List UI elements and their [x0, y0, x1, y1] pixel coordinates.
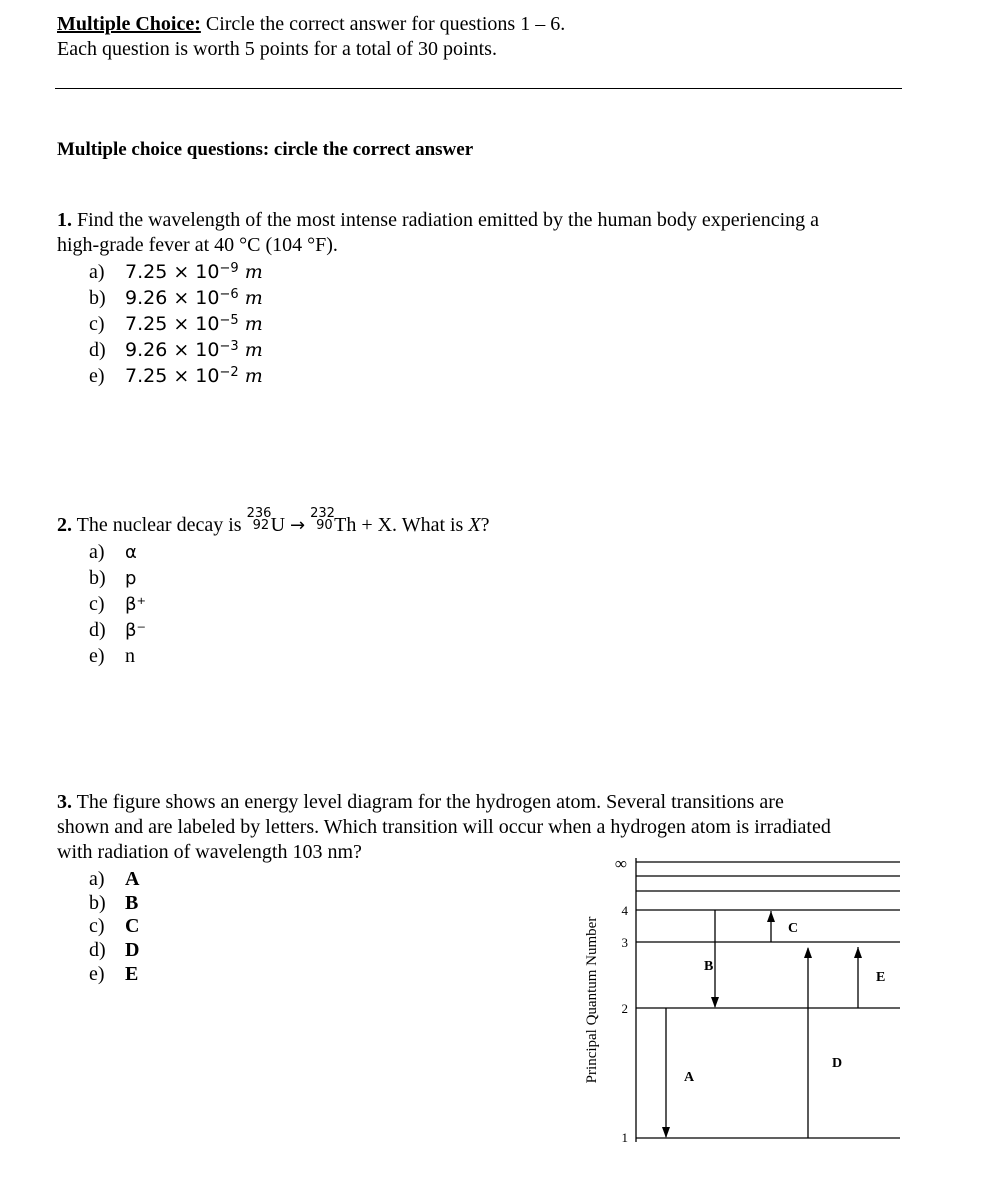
- q2-option-value: β⁺: [125, 594, 146, 615]
- section-title: Multiple choice questions: circle the correct answer: [57, 139, 474, 160]
- question-1-text-1: Find the wavelength of the most intense radiation emitted by the human body experiencing a: [77, 209, 820, 231]
- question-2-stem: 2. The nuclear decay is 236 92 U → 232 90 Th + X. What is X?: [57, 506, 490, 536]
- q1-option-b[interactable]: [89, 285, 263, 311]
- q2-option-b[interactable]: [89, 565, 136, 592]
- q3-option-label: e): [89, 963, 105, 985]
- q3-option-d[interactable]: [89, 937, 139, 963]
- question-3-text-2: shown and are labeled by letters. Which transition will occur when a hydrogen atom is irradiated: [57, 816, 831, 838]
- q3-option-label: c): [89, 915, 105, 937]
- question-2-number: 2.: [57, 514, 72, 536]
- q3-option-label: b): [89, 892, 106, 914]
- q2-option-value: p: [125, 568, 137, 589]
- question-2-suffix: + X. What is: [361, 514, 464, 536]
- transition-label-d: D: [832, 1056, 843, 1071]
- q2-option-c[interactable]: [89, 591, 146, 618]
- q1-option-label: e): [89, 365, 105, 387]
- q3-option-value: C: [125, 915, 140, 937]
- q2-option-value: α: [125, 542, 137, 563]
- q2-option-label: d): [89, 619, 106, 641]
- q2-option-label: b): [89, 567, 106, 589]
- transition-c-arrowhead: [767, 911, 775, 922]
- q3-option-c[interactable]: [89, 913, 139, 939]
- transition-label-e: E: [876, 970, 886, 985]
- question-1-text-2: high-grade fever at 40 °C (104 °F).: [57, 234, 338, 256]
- transition-label-b: B: [704, 959, 714, 974]
- q1-option-label: d): [89, 339, 106, 361]
- q1-option-value: $9.26 \times 10^{-3}$ m: [125, 339, 263, 361]
- transition-label-c: C: [788, 921, 799, 936]
- q1-option-d[interactable]: [89, 337, 263, 363]
- question-3-text-1: The figure shows an energy level diagram for the hydrogen atom. Several transitions are: [76, 791, 784, 813]
- energy-levels: [636, 858, 900, 1142]
- header-points: Each question is worth 5 points for a total of 30 points.: [57, 38, 497, 60]
- q3-option-a[interactable]: [89, 866, 139, 892]
- q1-option-c[interactable]: [89, 311, 263, 337]
- y-axis-label: Principal Quantum Number: [584, 916, 600, 1084]
- transition-b-arrowhead: [711, 997, 719, 1008]
- question-3-number: 3.: [57, 791, 72, 813]
- q2-option-e[interactable]: [89, 643, 135, 669]
- question-3-text-3: with radiation of wavelength 103 nm?: [57, 841, 362, 863]
- header-title: Multiple Choice:: [57, 13, 201, 35]
- level-label-infinity: ∞: [614, 854, 627, 873]
- energy-level-diagram: [570, 850, 910, 1150]
- q2-option-value: β⁻: [125, 620, 146, 641]
- q3-option-value: D: [125, 939, 140, 961]
- level-label-4: 4: [621, 903, 628, 918]
- thorium-symbol: Th: [334, 514, 357, 536]
- level-label-3: 3: [621, 935, 628, 950]
- transition-a-arrowhead: [662, 1127, 670, 1138]
- q3-option-value: B: [125, 892, 139, 914]
- uranium-nuclide: 236 92: [246, 506, 272, 533]
- q2-option-label: e): [89, 645, 105, 667]
- header-line-1: [57, 12, 565, 37]
- thorium-nuclide: 232 90: [310, 506, 335, 533]
- q3-option-label: a): [89, 868, 105, 890]
- q1-option-value: $7.25 \times 10^{-9}$ m: [125, 261, 263, 283]
- q1-option-value: $9.26 \times 10^{-6}$ m: [125, 287, 263, 309]
- question-1-line-1: [57, 208, 819, 233]
- transition-d-arrowhead: [804, 947, 812, 958]
- transition-label-a: A: [684, 1070, 695, 1085]
- q2-option-d[interactable]: [89, 617, 146, 644]
- q1-option-value: $7.25 \times 10^{-5}$ m: [125, 313, 263, 335]
- q1-option-a[interactable]: [89, 259, 263, 285]
- q3-option-label: d): [89, 939, 106, 961]
- q2-option-label: a): [89, 541, 105, 563]
- header-divider: [55, 88, 902, 89]
- q3-option-e[interactable]: [89, 961, 138, 987]
- q2-option-a[interactable]: [89, 539, 137, 566]
- question-3-line-1: [57, 790, 784, 815]
- q2-option-label: c): [89, 593, 105, 615]
- header-instruction: Circle the correct answer for questions 1 – 6.: [205, 13, 566, 35]
- decay-arrow: →: [290, 515, 306, 536]
- q3-option-value: E: [125, 963, 139, 985]
- q1-option-value: $7.25 \times 10^{-2}$ m: [125, 365, 263, 387]
- q1-option-label: a): [89, 261, 105, 283]
- question-1-number: 1.: [57, 209, 72, 231]
- question-2-prefix: The nuclear decay is: [76, 514, 242, 536]
- uranium-symbol: U: [270, 514, 286, 536]
- q1-option-e[interactable]: [89, 363, 263, 389]
- q1-option-label: c): [89, 313, 105, 335]
- q2-option-value: n: [125, 645, 135, 667]
- q1-option-label: b): [89, 287, 106, 309]
- level-label-1: 1: [621, 1130, 628, 1145]
- question-2-variable: X: [468, 514, 481, 536]
- level-label-2: 2: [621, 1001, 628, 1016]
- transition-e-arrowhead: [854, 947, 862, 958]
- q3-option-value: A: [125, 868, 140, 890]
